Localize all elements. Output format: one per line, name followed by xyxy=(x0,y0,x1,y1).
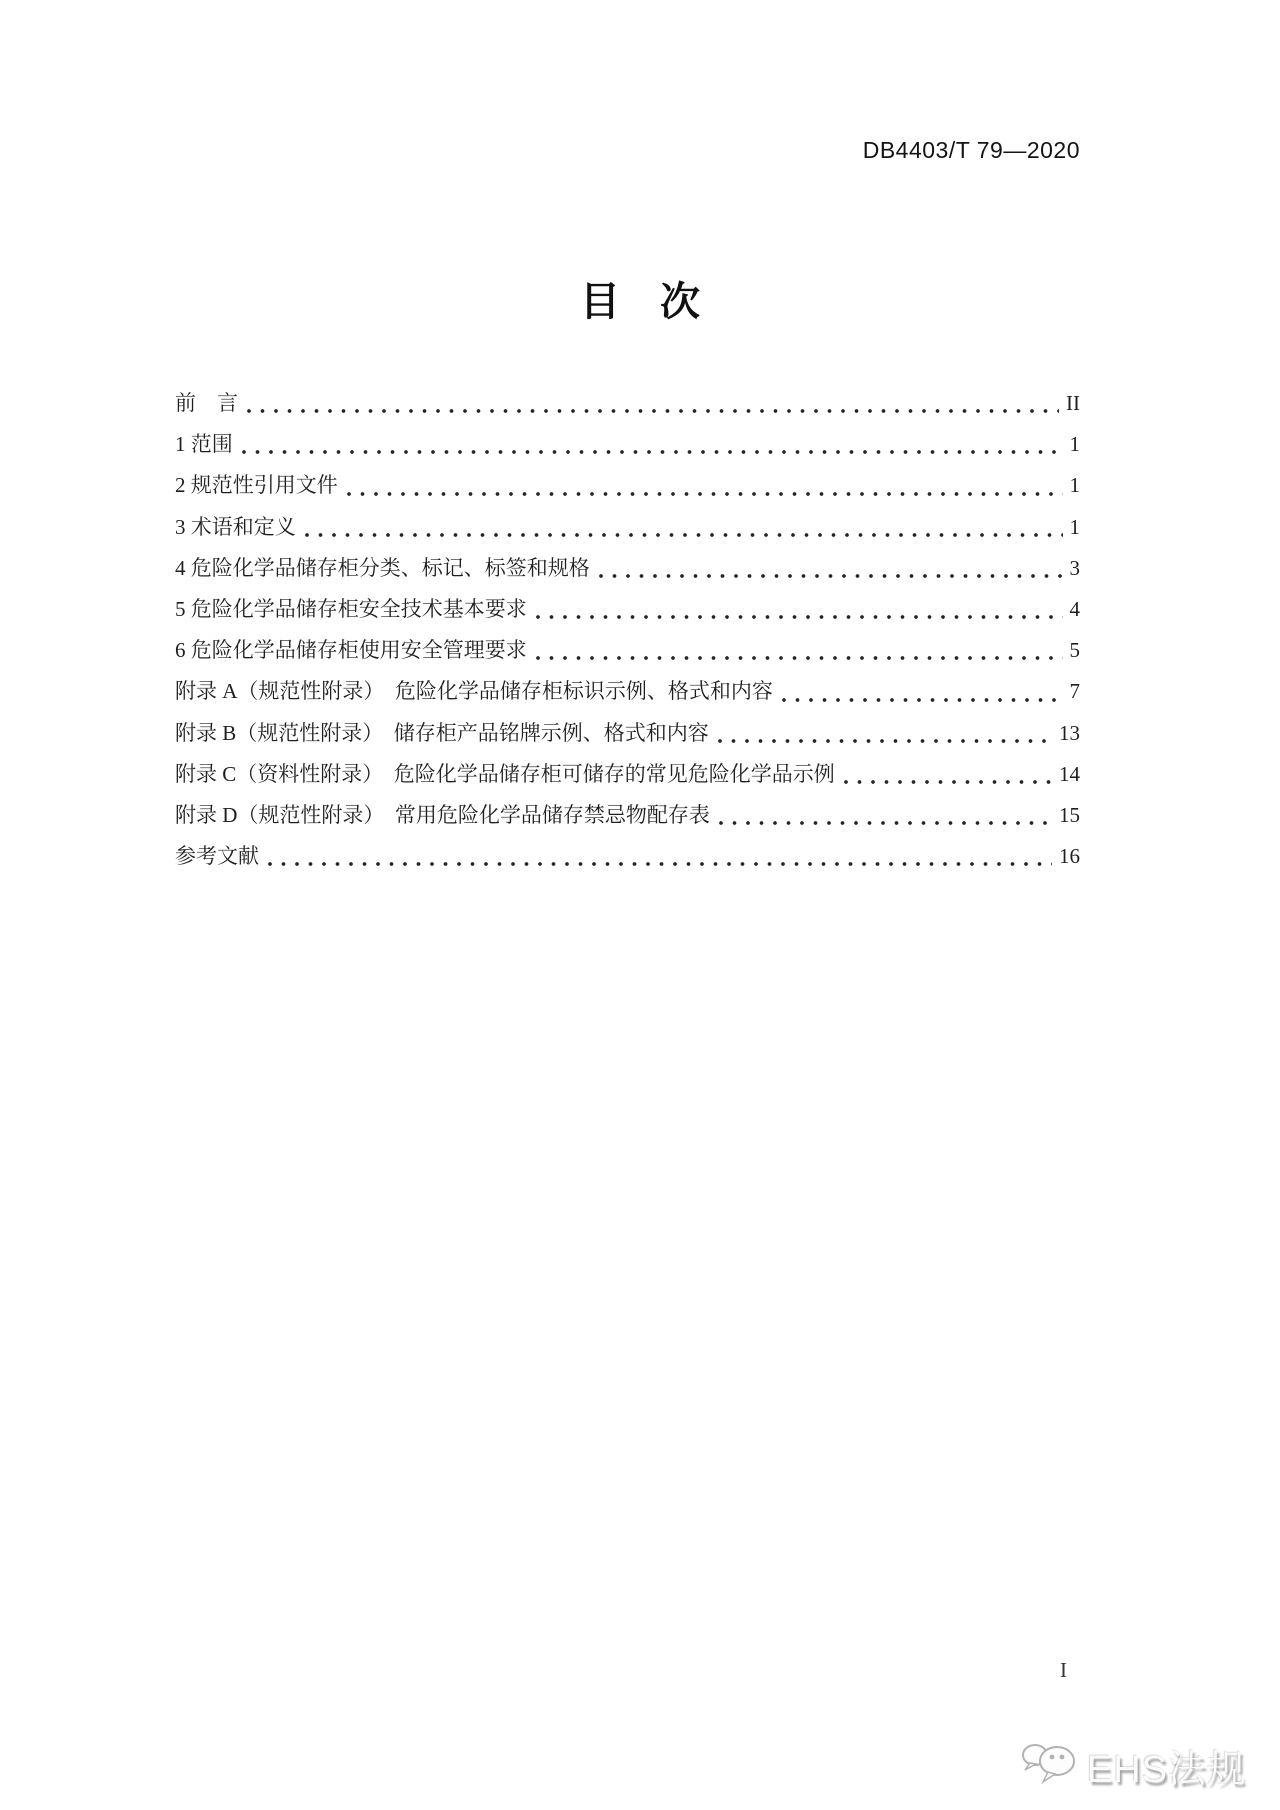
toc-leader-dots xyxy=(296,507,1070,548)
toc-leader-dots xyxy=(338,465,1070,506)
toc-entry-page: 5 xyxy=(1069,638,1080,663)
toc-entry-label: 参考文献 xyxy=(175,844,259,869)
toc-entry xyxy=(175,548,1080,589)
toc-entry-label: 2 规范性引用文件 xyxy=(175,473,338,498)
toc-entry-page: 16 xyxy=(1059,844,1080,869)
toc-entry-page: 14 xyxy=(1059,761,1080,786)
toc-entry xyxy=(175,630,1080,671)
toc-entry-page: 3 xyxy=(1069,555,1080,580)
toc-entry-label: 前 言 xyxy=(175,391,238,415)
watermark-label: EHS法规 xyxy=(1086,1749,1246,1791)
toc-leader-dots xyxy=(710,795,1059,836)
toc-entry xyxy=(175,754,1080,795)
wechat-icon xyxy=(1019,1736,1081,1795)
toc-entry xyxy=(175,795,1080,836)
toc-entry xyxy=(175,836,1080,877)
toc-leader-dots xyxy=(773,671,1070,712)
toc-leader-dots xyxy=(259,836,1059,877)
doc-number: DB4403/T 79—2020 xyxy=(862,137,1080,163)
toc-entry-page: 1 xyxy=(1069,473,1080,498)
toc-leader-dots xyxy=(709,713,1059,754)
page-title: 目 次 xyxy=(580,280,700,324)
toc-entry-page: 1 xyxy=(1069,432,1080,457)
toc-entry-page: II xyxy=(1066,391,1080,415)
toc-entry-label: 附录 A（规范性附录） 危险化学品储存柜标识示例、格式和内容 xyxy=(175,679,773,704)
toc-leader-dots xyxy=(233,424,1070,465)
toc-leader-dots xyxy=(527,589,1070,630)
toc-entry xyxy=(175,507,1080,548)
toc-entry-label: 6 危险化学品储存柜使用安全管理要求 xyxy=(175,638,527,663)
toc-leader-dots xyxy=(238,383,1066,424)
toc-entry xyxy=(175,589,1080,630)
toc-entry xyxy=(175,424,1080,465)
toc-entry-label: 1 范围 xyxy=(175,432,233,457)
toc-entry-label: 3 术语和定义 xyxy=(175,514,296,539)
toc-leader-dots xyxy=(835,754,1059,795)
toc-list xyxy=(175,383,1080,877)
toc-entry-page: 1 xyxy=(1069,514,1080,539)
toc-entry xyxy=(175,671,1080,712)
toc-leader-dots xyxy=(590,548,1070,589)
toc-entry-label: 附录 D（规范性附录） 常用危险化学品储存禁忌物配存表 xyxy=(175,802,710,827)
toc-entry-page: 7 xyxy=(1069,679,1080,704)
toc-entry xyxy=(175,465,1080,506)
toc-entry xyxy=(175,713,1080,754)
toc-entry xyxy=(175,383,1080,424)
toc-entry-label: 附录 B（规范性附录） 储存柜产品铭牌示例、格式和内容 xyxy=(175,720,709,745)
footer-page-number: I xyxy=(1060,1658,1067,1682)
toc-entry-label: 附录 C（资料性附录） 危险化学品储存柜可储存的常见危险化学品示例 xyxy=(175,761,835,786)
toc-entry-page: 4 xyxy=(1069,596,1080,621)
watermark xyxy=(1019,1736,1246,1795)
toc-leader-dots xyxy=(527,630,1070,671)
toc-entry-label: 5 危险化学品储存柜安全技术基本要求 xyxy=(175,596,527,621)
toc-entry-page: 15 xyxy=(1059,802,1080,827)
toc-entry-page: 13 xyxy=(1059,720,1080,745)
toc-entry-label: 4 危险化学品储存柜分类、标记、标签和规格 xyxy=(175,555,590,580)
